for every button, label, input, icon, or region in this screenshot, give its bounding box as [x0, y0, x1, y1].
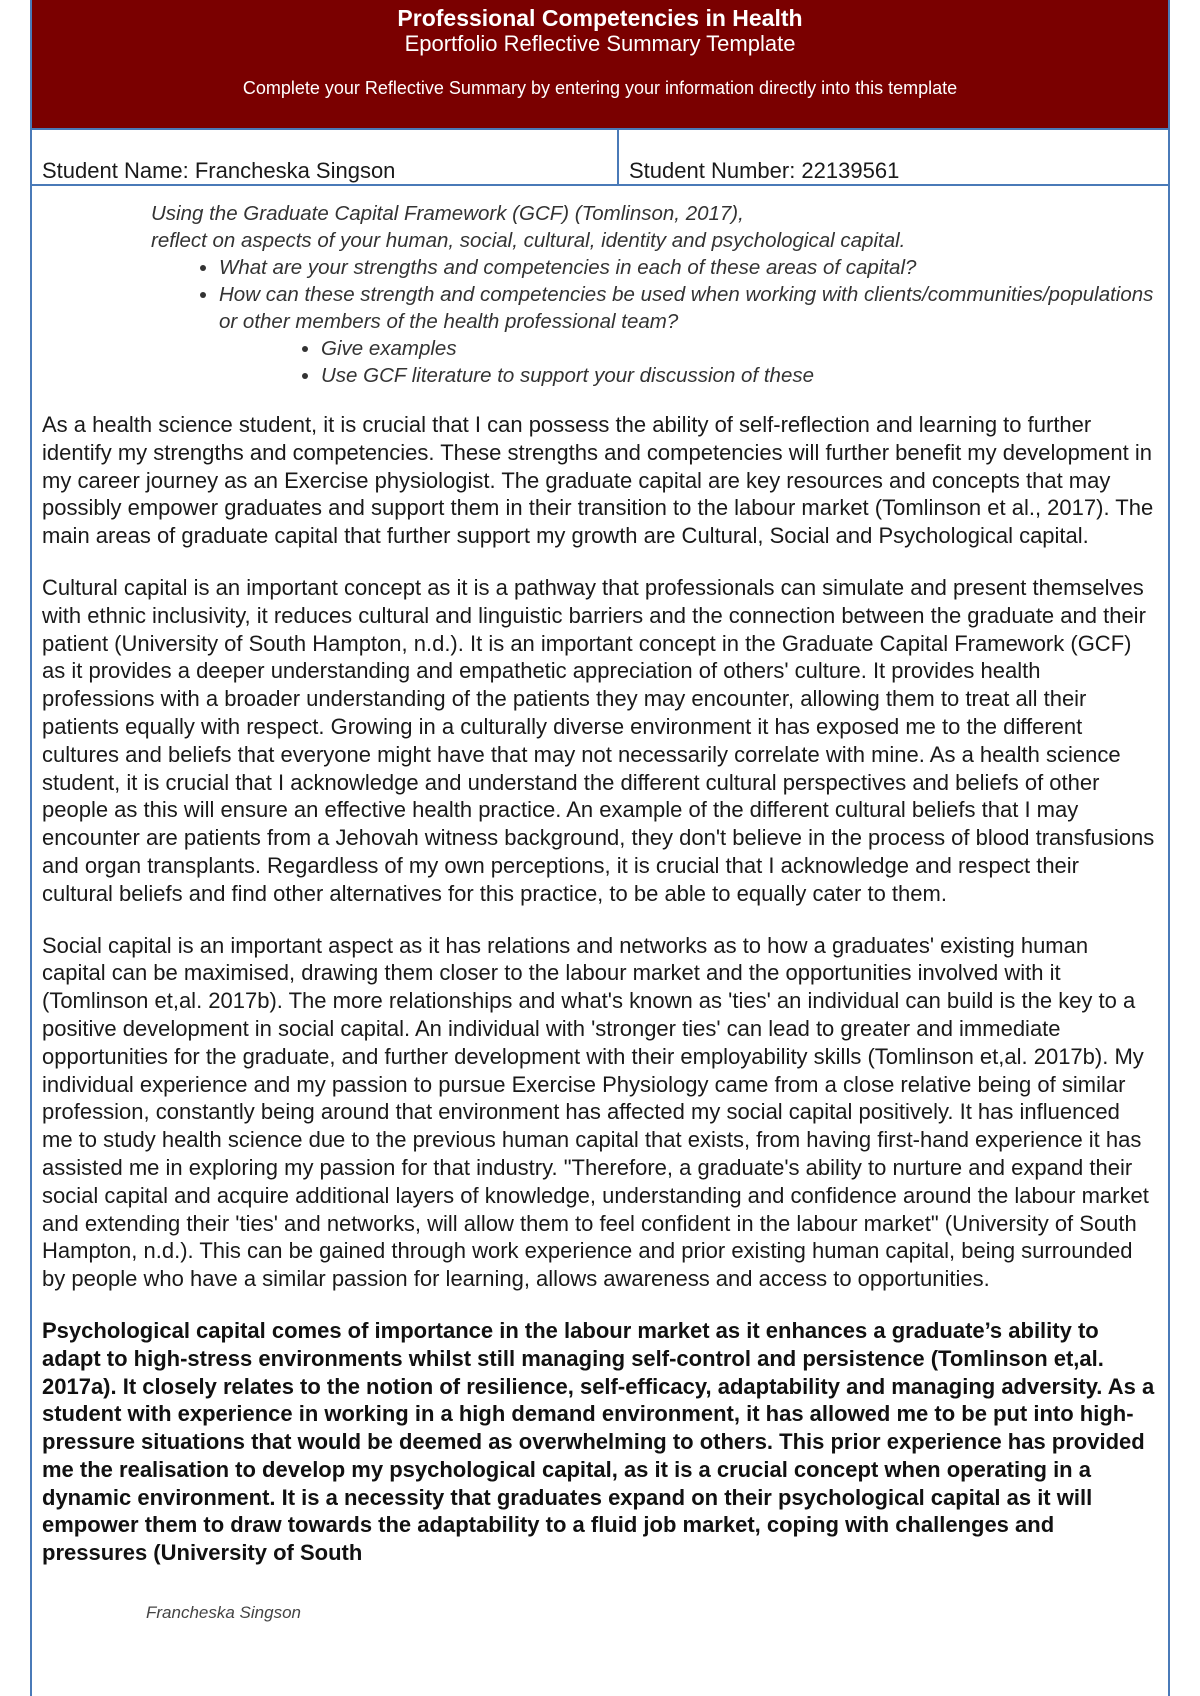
paragraph-psychological-capital: Psychological capital comes of importance in the labour market as it enhances a graduate’s ability to adapt to high-stress environments whilst still managing self-control and persistence (Tomlinson et,al. 2017a). It closely relates to the notion of resilience, self-efficacy, adaptability and managing adversity. As a student with experience in working in a high demand environment, it has allowed me to be put into high-pressure situations that would be deemed as overwhelming to others. This prior experience has provided me the realisation to develop my psychological capital, as it is a crucial concept when operating in a dynamic environment. It is a necessity that graduates expand on their psychological capital as it will empower them to draw towards the adaptability to a fluid job market, coping with challenges and pressures (University of South: [42, 1317, 1155, 1566]
reflection-prompt: [32, 200, 1168, 389]
reflection-body[interactable]: [32, 411, 1168, 1567]
prompt-sub-bullet-list: [219, 335, 1168, 389]
paragraph-cultural-capital: Cultural capital is an important concept as it is a pathway that professionals can simulate and present themselves with ethnic inclusivity, it reduces cultural and linguistic barriers and the connection between the graduate and their patient (University of South Hampton, n.d.). It is an important concept in the Graduate Capital Framework (GCF) as it provides a deeper understanding and empathetic appreciation of others' culture. It provides health professions with a broader understanding of the patients they may encounter, allowing them to treat all their patients equally with respect. Growing in a culturally diverse environment it has exposed me to the different cultures and beliefs that everyone might have that may not necessarily correlate with mine. As a health science student, it is crucial that I acknowledge and understand the different cultural perspectives and beliefs of other people as this will ensure an effective health practice. An example of the different cultural beliefs that I may encounter are patients from a Jehovah witness background, they don't believe in the process of blood transfusions and organ transplants. Regardless of my own perceptions, it is crucial that I acknowledge and respect their cultural beliefs and find other alternatives for this practice, to be able to equally cater to them.: [42, 574, 1155, 906]
template-header: [30, 0, 1170, 130]
prompt-bullet-list: [151, 254, 1168, 389]
reflective-summary-page: [30, 0, 1170, 1696]
student-info-row: [32, 130, 1168, 186]
prompt-line-2: reflect on aspects of your human, social, cultural, identity and psychological capital.: [151, 229, 906, 252]
prompt-bullet: • What are your strengths and competencies in each of these areas of capital?: [219, 254, 1168, 281]
prompt-line-1: Using the Graduate Capital Framework (GCF) (Tomlinson, 2017),: [151, 202, 744, 225]
prompt-sub-list-container: [219, 335, 1168, 389]
student-number-field[interactable]: Student Number: 22139561: [629, 158, 900, 183]
page-title: Professional Competencies in Health: [397, 5, 803, 31]
prompt-sub-bullet: • Give examples: [321, 335, 1168, 362]
paragraph-introduction: As a health science student, it is crucial that I can possess the ability of self-reflection and learning to further identify my strengths and competencies. These strengths and competencies will further benefit my development in my career journey as an Exercise physiologist. The graduate capital are key resources and concepts that may possibly empower graduates and support them in their transition to the labour market (Tomlinson et al., 2017). The main areas of graduate capital that further support my growth are Cultural, Social and Psychological capital.: [42, 412, 1154, 549]
footer-author: Francheska Singson: [146, 1603, 301, 1622]
prompt-sub-bullet: • Use GCF literature to support your discussion of these: [321, 362, 1168, 389]
page-subtitle: Eportfolio Reflective Summary Template: [404, 31, 796, 56]
prompt-bullet: • How can these strength and competencies be used when working with clients/communities/populations or other members of the health professional team?: [219, 281, 1168, 335]
template-instruction: Complete your Reflective Summary by entering your information directly into this template: [242, 78, 958, 98]
student-name-field[interactable]: Student Name: Francheska Singson: [32, 130, 619, 184]
paragraph-social-capital: Social capital is an important aspect as it has relations and networks as to how a graduates' existing human capital can be maximised, drawing them closer to the labour market and the opportunities involved with it (Tomlinson et,al. 2017b). The more relationships and what's known as 'ties' an individual can build is the key to a positive development in social capital. An individual with 'stronger ties' can lead to greater and immediate opportunities for the graduate, and further development with their employability skills (Tomlinson et,al. 2017b). My individual experience and my passion to pursue Exercise Physiology came from a close relative being of similar profession, constantly being around that environment has affected my social capital positively. It has influenced me to study health science due to the previous human capital that exists, from having first-hand experience it has assisted me in exploring my passion for that industry. "Therefore, a graduate's ability to nurture and expand their social capital and acquire additional layers of knowledge, understanding and confidence around the labour market and extending their 'ties' and networks, will allow them to feel confident in the labour market" (University of South Hampton, n.d.). This can be gained through work experience and prior existing human capital, being surrounded by people who have a similar passion for learning, allows awareness and access to opportunities.: [42, 932, 1149, 1292]
